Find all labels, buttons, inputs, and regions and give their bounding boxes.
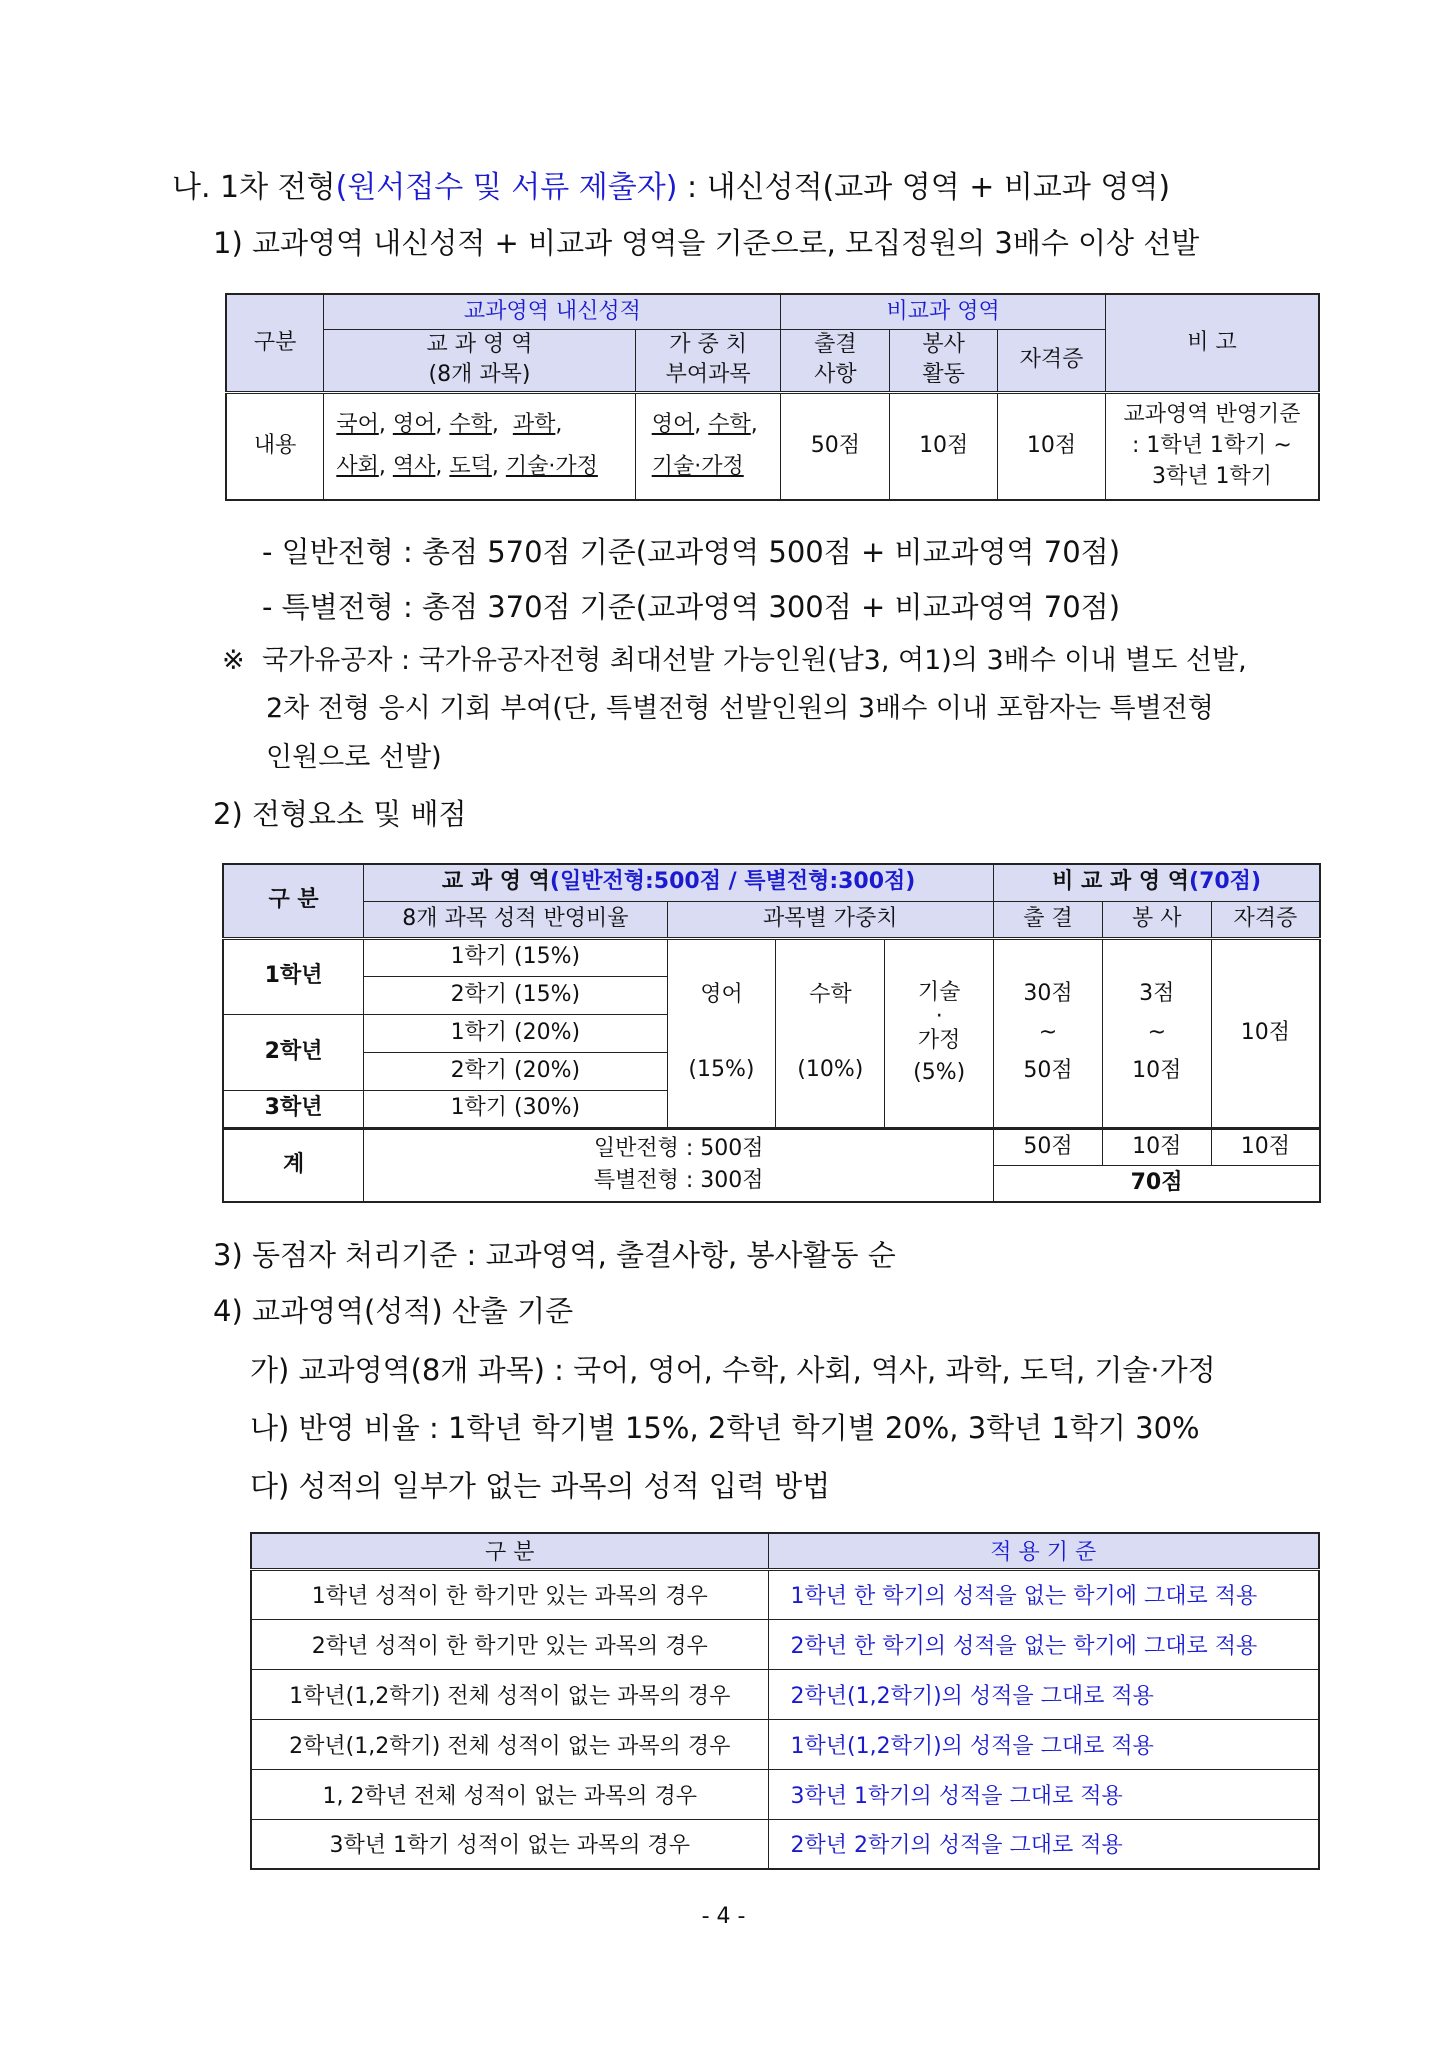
subject-english: 영어 (392, 412, 436, 438)
t2-service-max: 10점 (1132, 1058, 1182, 1084)
t1-col-subjects-line1: 교 과 영 역 (426, 332, 533, 358)
notice-line1: 국가유공자 : 국가유공자전형 최대선발 가능인원(남3, 여1)의 3배수 이내 별도 선발, (262, 645, 1247, 676)
t1-col-service-line2: 활동 (922, 362, 965, 387)
t2-nonacademic-title: 비 교 과 영 역 (1052, 869, 1190, 895)
sub-item-da: 다) 성적의 일부가 없는 과목의 성적 입력 방법 (250, 1469, 831, 1503)
t1-note-cell (1105, 392, 1319, 500)
subject-history: 역사 (392, 454, 436, 480)
t3-case-3: 1학년(1,2학기) 전체 성적이 없는 과목의 경우 (251, 1669, 768, 1719)
t2-total-general: 일반전형 : 500점 (593, 1136, 764, 1162)
t2-ratio-header: 8개 과목 성적 반영비율 (364, 901, 667, 938)
general-track-line: - 일반전형 : 총점 570점 기준(교과영역 500점 + 비교과영역 70점) (262, 535, 1121, 569)
item-3: 3) 동점자 처리기준 : 교과영역, 출결사항, 봉사활동 순 (213, 1238, 896, 1272)
t3-case-2: 2학년 성적이 한 학기만 있는 과목의 경우 (251, 1619, 768, 1669)
t2-service-tilde: ~ (1147, 1019, 1166, 1045)
summary-table (225, 293, 1320, 501)
t2-math: 수학 (809, 982, 852, 1008)
item-2: 2) 전형요소 및 배점 (213, 797, 467, 831)
t1-weight-cell (635, 392, 781, 500)
t2-attendance-tilde: ~ (1038, 1019, 1058, 1045)
t1-col-weight-line1: 가 중 치 (669, 332, 747, 358)
t1-note-header: 비 고 (1105, 294, 1319, 392)
t1-nonacademic-group: 비교과 영역 (781, 294, 1105, 329)
t2-attendance-header: 출 결 (994, 901, 1103, 938)
t2-sem-row-3: 1학기 (20%) (364, 1014, 667, 1052)
t1-col-cert: 자격증 (998, 329, 1106, 392)
t2-total-service: 10점 (1102, 1128, 1211, 1165)
section-heading (172, 170, 1170, 206)
scoring-table (222, 863, 1321, 1203)
t2-attendance-cell (994, 938, 1103, 1128)
t2-sem-row-2: 2학기 (15%) (364, 976, 667, 1014)
t3-col-case: 구 분 (251, 1533, 768, 1569)
table-row (251, 1719, 1319, 1769)
t1-col-service (890, 329, 998, 392)
table-row (251, 1819, 1319, 1869)
t2-attendance-max: 50점 (1023, 1058, 1073, 1084)
t2-cert-header: 자격증 (1211, 901, 1320, 938)
t2-english: 영어 (700, 982, 743, 1008)
t2-year2: 2학년 (223, 1014, 364, 1090)
table-row (251, 1669, 1319, 1719)
table-row (251, 1619, 1319, 1669)
notice-line2: 2차 전형 응시 기회 부여(단, 특별전형 선발인원의 3배수 이내 포함자는 특별전형 (266, 693, 1214, 724)
notice-mark: ※ (222, 645, 245, 676)
t2-attendance-min: 30점 (1023, 981, 1073, 1007)
sub-item-ga: 가) 교과영역(8개 과목) : 국어, 영어, 수학, 사회, 역사, 과학, 도덕, 기술·가정 (250, 1353, 1216, 1387)
table-row (251, 1769, 1319, 1819)
t2-nonacademic-paren: (70점) (1189, 869, 1261, 895)
subject-korean: 국어 (336, 412, 379, 438)
t3-rule-6: 2학년 2학기의 성적을 그대로 적용 (768, 1819, 1319, 1869)
t1-col-subjects (324, 329, 635, 392)
t1-col-attendance-line1: 출결 (814, 332, 857, 358)
t2-total-label: 계 (223, 1128, 364, 1202)
t2-service-min: 3점 (1139, 981, 1175, 1007)
t1-col-attendance (781, 329, 890, 392)
t2-english-pct: (15%) (688, 1057, 755, 1082)
subject-society: 사회 (336, 454, 379, 480)
heading-suffix: : 내신성적(교과 영역 + 비교과 영역) (677, 170, 1171, 205)
t1-col-weight-line2: 부여과목 (665, 362, 751, 387)
subject-math: 수학 (449, 412, 492, 438)
page-number: - 4 - (701, 1904, 746, 1929)
item-4: 4) 교과영역(성적) 산출 기준 (213, 1294, 574, 1328)
t2-cert-value: 10점 (1211, 938, 1320, 1128)
table-row (251, 1569, 1319, 1619)
t1-note-line1: 교과영역 반영기준 (1123, 402, 1301, 428)
t1-subjects-line2: 사회, 역사, 도덕, 기술·가정 (336, 454, 598, 480)
t1-cert-value: 10점 (998, 392, 1106, 500)
subject-science: 과학 (512, 412, 556, 438)
t2-sem-row-5: 1학기 (30%) (364, 1090, 667, 1128)
weight-tech-home: 기술·가정 (651, 454, 744, 480)
t3-rule-5: 3학년 1학기의 성적을 그대로 적용 (768, 1769, 1319, 1819)
weight-math: 수학 (708, 412, 751, 438)
t3-case-4: 2학년(1,2학기) 전체 성적이 없는 과목의 경우 (251, 1719, 768, 1769)
t1-subjects-cell (324, 392, 635, 500)
t3-case-6: 3학년 1학기 성적이 없는 과목의 경우 (251, 1819, 768, 1869)
t1-col-service-line1: 봉사 (922, 332, 965, 358)
t1-col-attendance-line2: 사항 (814, 362, 857, 387)
t3-rule-3: 2학년(1,2학기)의 성적을 그대로 적용 (768, 1669, 1319, 1719)
t2-year3: 3학년 (223, 1090, 364, 1128)
t2-academic-header (364, 864, 994, 901)
t1-service-value: 10점 (890, 392, 998, 500)
subject-tech-home: 기술·가정 (505, 454, 598, 480)
t2-sem-row-1: 1학기 (15%) (364, 938, 667, 976)
t2-tech-cell (885, 938, 994, 1128)
subject-ethics: 도덕 (449, 454, 492, 480)
t2-tech-pct: (5%) (913, 1060, 966, 1086)
t1-col-subjects-line2: (8개 과목) (428, 362, 531, 387)
t3-case-5: 1, 2학년 전체 성적이 없는 과목의 경우 (251, 1769, 768, 1819)
t1-row-label: 내용 (226, 392, 324, 500)
t2-tech-line2: 가정 (917, 1028, 961, 1053)
t2-total-special: 특별전형 : 300점 (593, 1168, 764, 1194)
t3-rule-4: 1학년(1,2학기)의 성적을 그대로 적용 (768, 1719, 1319, 1769)
t1-note-line3: 3학년 1학기 (1151, 463, 1272, 489)
t2-math-pct: (10%) (797, 1057, 864, 1082)
t2-english-cell (667, 938, 776, 1128)
sub-item-na: 나) 반영 비율 : 1학년 학기별 15%, 2학년 학기별 20%, 3학년 1학기 30% (250, 1411, 1200, 1445)
t1-note-line2: : 1학년 1학기 ~ (1132, 432, 1292, 458)
t2-gubun: 구 분 (223, 864, 364, 938)
t1-weight-line1: 영어, 수학, (651, 412, 758, 438)
t2-academic-paren: (일반전형:500점 / 특별전형:300점) (549, 869, 916, 895)
t2-service-cell (1102, 938, 1211, 1128)
missing-grades-table (250, 1532, 1320, 1870)
t2-math-cell (776, 938, 885, 1128)
t2-total-attendance: 50점 (994, 1128, 1103, 1165)
t2-weight-header: 과목별 가중치 (667, 901, 994, 938)
t2-total-academic (364, 1128, 994, 1202)
t3-rule-2: 2학년 한 학기의 성적을 없는 학기에 그대로 적용 (768, 1619, 1319, 1669)
t3-col-rule: 적 용 기 준 (768, 1533, 1319, 1569)
t2-total-cert: 10점 (1211, 1128, 1320, 1165)
t1-subjects-line1: 국어, 영어, 수학, 과학, (336, 412, 563, 438)
weight-english: 영어 (651, 412, 695, 438)
t1-weight-line2 (652, 446, 781, 488)
t2-academic-title: 교 과 영 역 (441, 869, 550, 895)
t2-tech-dot: · (935, 1003, 943, 1029)
t2-service-header: 봉 사 (1102, 901, 1211, 938)
t1-attendance-value: 50점 (781, 392, 890, 500)
t3-case-1: 1학년 성적이 한 학기만 있는 과목의 경우 (251, 1569, 768, 1619)
notice-line3: 인원으로 선발) (266, 742, 442, 773)
t3-rule-1: 1학년 한 학기의 성적을 없는 학기에 그대로 적용 (768, 1569, 1319, 1619)
heading-paren: (원서접수 및 서류 제출자) (335, 170, 678, 205)
t1-academic-group: 교과영역 내신성적 (324, 294, 781, 329)
t1-gubun: 구분 (226, 294, 324, 392)
t1-col-weight (635, 329, 781, 392)
t2-year1: 1학년 (223, 938, 364, 1014)
t2-total-nonacademic: 70점 (994, 1165, 1320, 1202)
t2-nonacademic-header (994, 864, 1320, 901)
t2-sem-row-4: 2학기 (20%) (364, 1052, 667, 1090)
t2-tech-line1: 기술 (917, 979, 961, 1005)
heading-prefix: 나. 1차 전형 (172, 170, 336, 205)
item-1: 1) 교과영역 내신성적 + 비교과 영역을 기준으로, 모집정원의 3배수 이상 선발 (213, 226, 1200, 260)
special-track-line: - 특별전형 : 총점 370점 기준(교과영역 300점 + 비교과영역 70점) (262, 590, 1121, 624)
